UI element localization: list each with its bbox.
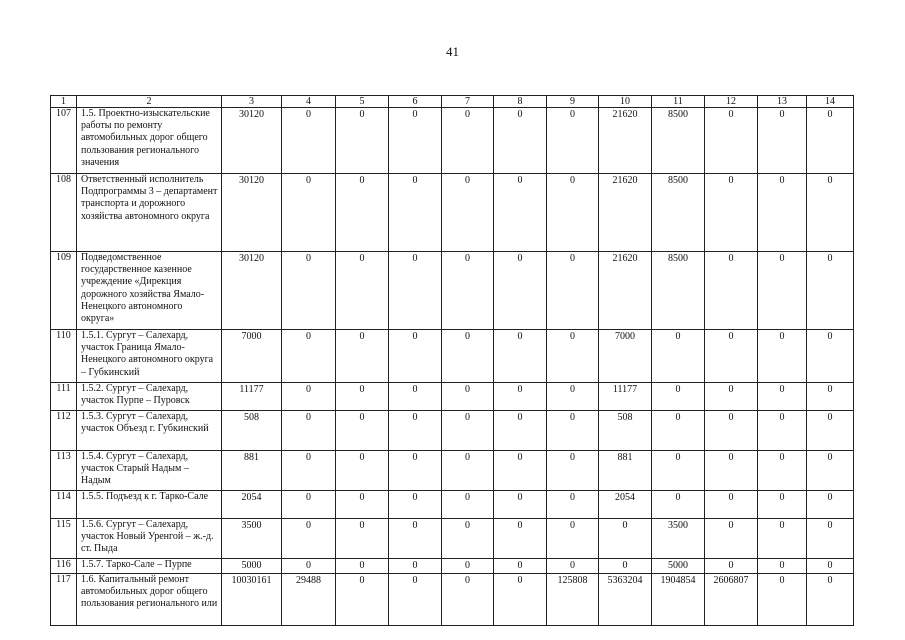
value-cell: 0 xyxy=(282,383,336,411)
value-cell: 0 xyxy=(547,330,599,383)
column-header: 5 xyxy=(336,96,389,108)
value-cell: 0 xyxy=(336,519,389,559)
value-cell: 0 xyxy=(494,383,547,411)
value-cell: 0 xyxy=(807,491,854,519)
value-cell: 0 xyxy=(652,491,705,519)
column-header: 11 xyxy=(652,96,705,108)
value-cell: 0 xyxy=(282,491,336,519)
value-cell: 21620 xyxy=(599,174,652,252)
value-cell: 0 xyxy=(807,330,854,383)
table-row xyxy=(51,411,854,451)
value-cell: 11177 xyxy=(222,383,282,411)
value-cell: 5000 xyxy=(652,559,705,574)
column-header: 6 xyxy=(389,96,442,108)
value-cell: 0 xyxy=(807,411,854,451)
row-description: 1.5.2. Сургут – Салехард, участок Пурпе – Пуровск xyxy=(77,383,222,411)
value-cell: 0 xyxy=(705,252,758,330)
value-cell: 0 xyxy=(807,451,854,491)
value-cell: 30120 xyxy=(222,108,282,174)
value-cell: 0 xyxy=(758,252,807,330)
table-row xyxy=(51,451,854,491)
row-number: 107 xyxy=(51,108,77,174)
value-cell: 0 xyxy=(758,574,807,626)
row-description: 1.5. Проектно-изыскательские работы по ремонту автомобильных дорог общего пользования регионального значения xyxy=(77,108,222,174)
column-header: 3 xyxy=(222,96,282,108)
value-cell: 5000 xyxy=(222,559,282,574)
row-description: 1.5.6. Сургут – Салехард, участок Новый Уренгой – ж.-д. ст. Пыда xyxy=(77,519,222,559)
value-cell: 30120 xyxy=(222,252,282,330)
value-cell: 0 xyxy=(494,174,547,252)
value-cell: 0 xyxy=(336,451,389,491)
row-number: 117 xyxy=(51,574,77,626)
column-header: 1 xyxy=(51,96,77,108)
value-cell: 0 xyxy=(442,559,494,574)
value-cell: 0 xyxy=(807,252,854,330)
value-cell: 8500 xyxy=(652,174,705,252)
value-cell: 30120 xyxy=(222,174,282,252)
value-cell: 5363204 xyxy=(599,574,652,626)
table-row xyxy=(51,174,854,252)
value-cell: 0 xyxy=(705,559,758,574)
value-cell: 0 xyxy=(807,174,854,252)
value-cell: 0 xyxy=(494,574,547,626)
value-cell: 0 xyxy=(442,383,494,411)
row-number: 113 xyxy=(51,451,77,491)
value-cell: 881 xyxy=(222,451,282,491)
row-number: 111 xyxy=(51,383,77,411)
value-cell: 7000 xyxy=(599,330,652,383)
value-cell: 0 xyxy=(336,559,389,574)
value-cell: 0 xyxy=(547,383,599,411)
value-cell: 0 xyxy=(442,519,494,559)
value-cell: 0 xyxy=(389,451,442,491)
column-header: 7 xyxy=(442,96,494,108)
column-header: 10 xyxy=(599,96,652,108)
value-cell: 0 xyxy=(494,451,547,491)
value-cell: 29488 xyxy=(282,574,336,626)
value-cell: 0 xyxy=(389,574,442,626)
value-cell: 0 xyxy=(547,491,599,519)
value-cell: 0 xyxy=(705,411,758,451)
column-header: 2 xyxy=(77,96,222,108)
row-description: Подведомственное государственное казенное учреждение «Дирекция дорожного хозяйства Ямало-Ненецкого автономного округа» xyxy=(77,252,222,330)
value-cell: 0 xyxy=(758,383,807,411)
row-description: 1.5.4. Сургут – Салехард, участок Старый Надым – Надым xyxy=(77,451,222,491)
value-cell: 0 xyxy=(705,330,758,383)
value-cell: 3500 xyxy=(222,519,282,559)
value-cell: 0 xyxy=(547,519,599,559)
page-number: 41 xyxy=(446,44,459,59)
value-cell: 0 xyxy=(547,174,599,252)
value-cell: 0 xyxy=(336,383,389,411)
value-cell: 0 xyxy=(807,574,854,626)
value-cell: 2606807 xyxy=(705,574,758,626)
value-cell: 0 xyxy=(547,559,599,574)
row-number: 108 xyxy=(51,174,77,252)
value-cell: 0 xyxy=(599,519,652,559)
value-cell: 0 xyxy=(282,252,336,330)
row-number: 112 xyxy=(51,411,77,451)
value-cell: 0 xyxy=(705,491,758,519)
value-cell: 0 xyxy=(442,330,494,383)
value-cell: 21620 xyxy=(599,108,652,174)
value-cell: 0 xyxy=(442,451,494,491)
value-cell: 0 xyxy=(389,108,442,174)
value-cell: 10030161 xyxy=(222,574,282,626)
table-row xyxy=(51,108,854,174)
column-header: 4 xyxy=(282,96,336,108)
value-cell: 0 xyxy=(336,491,389,519)
value-cell: 0 xyxy=(547,252,599,330)
value-cell: 0 xyxy=(336,574,389,626)
table-row xyxy=(51,330,854,383)
table-row xyxy=(51,574,854,626)
value-cell: 0 xyxy=(282,411,336,451)
budget-table xyxy=(50,95,854,626)
header-row xyxy=(51,96,854,108)
table-row xyxy=(51,491,854,519)
value-cell: 0 xyxy=(389,330,442,383)
row-description: 1.6. Капитальный ремонт автомобильных дорог общего пользования регионального или xyxy=(77,574,222,626)
value-cell: 0 xyxy=(705,519,758,559)
value-cell: 0 xyxy=(389,383,442,411)
value-cell: 0 xyxy=(807,559,854,574)
value-cell: 0 xyxy=(442,411,494,451)
value-cell: 881 xyxy=(599,451,652,491)
value-cell: 0 xyxy=(705,383,758,411)
value-cell: 0 xyxy=(442,108,494,174)
value-cell: 0 xyxy=(547,451,599,491)
value-cell: 0 xyxy=(652,411,705,451)
table-row xyxy=(51,383,854,411)
value-cell: 0 xyxy=(705,451,758,491)
row-description: 1.5.3. Сургут – Салехард, участок Объезд г. Губкинский xyxy=(77,411,222,451)
column-header: 13 xyxy=(758,96,807,108)
value-cell: 0 xyxy=(807,519,854,559)
value-cell: 0 xyxy=(442,252,494,330)
value-cell: 0 xyxy=(652,451,705,491)
column-header: 14 xyxy=(807,96,854,108)
value-cell: 0 xyxy=(547,411,599,451)
value-cell: 0 xyxy=(442,491,494,519)
value-cell: 0 xyxy=(807,383,854,411)
row-description: 1.5.1. Сургут – Салехард, участок Граница Ямало-Ненецкого автономного округа – Губкинский xyxy=(77,330,222,383)
value-cell: 0 xyxy=(442,574,494,626)
value-cell: 0 xyxy=(652,330,705,383)
value-cell: 0 xyxy=(758,519,807,559)
row-number: 109 xyxy=(51,252,77,330)
row-description: 1.5.5. Подъезд к г. Тарко-Сале xyxy=(77,491,222,519)
value-cell: 0 xyxy=(282,559,336,574)
table-row xyxy=(51,252,854,330)
row-number: 110 xyxy=(51,330,77,383)
row-number: 116 xyxy=(51,559,77,574)
value-cell: 508 xyxy=(599,411,652,451)
value-cell: 0 xyxy=(282,108,336,174)
value-cell: 0 xyxy=(705,174,758,252)
value-cell: 2054 xyxy=(599,491,652,519)
value-cell: 125808 xyxy=(547,574,599,626)
value-cell: 0 xyxy=(389,174,442,252)
row-description: 1.5.7. Тарко-Сале – Пурпе xyxy=(77,559,222,574)
value-cell: 0 xyxy=(494,252,547,330)
value-cell: 0 xyxy=(282,174,336,252)
value-cell: 0 xyxy=(389,559,442,574)
value-cell: 11177 xyxy=(599,383,652,411)
column-header: 8 xyxy=(494,96,547,108)
value-cell: 0 xyxy=(494,559,547,574)
value-cell: 0 xyxy=(442,174,494,252)
value-cell: 0 xyxy=(547,108,599,174)
value-cell: 0 xyxy=(336,330,389,383)
value-cell: 0 xyxy=(758,451,807,491)
value-cell: 0 xyxy=(705,108,758,174)
value-cell: 0 xyxy=(282,519,336,559)
value-cell: 8500 xyxy=(652,252,705,330)
value-cell: 0 xyxy=(336,411,389,451)
value-cell: 0 xyxy=(389,411,442,451)
column-header: 9 xyxy=(547,96,599,108)
value-cell: 0 xyxy=(494,519,547,559)
value-cell: 0 xyxy=(599,559,652,574)
value-cell: 0 xyxy=(494,330,547,383)
value-cell: 0 xyxy=(652,383,705,411)
value-cell: 0 xyxy=(389,491,442,519)
row-number: 114 xyxy=(51,491,77,519)
table-body xyxy=(51,96,854,626)
value-cell: 0 xyxy=(758,491,807,519)
table-row xyxy=(51,559,854,574)
column-header: 12 xyxy=(705,96,758,108)
value-cell: 0 xyxy=(758,174,807,252)
value-cell: 8500 xyxy=(652,108,705,174)
value-cell: 0 xyxy=(282,451,336,491)
value-cell: 3500 xyxy=(652,519,705,559)
row-description: Ответственный исполнитель Подпрограммы 3 – департамент транспорта и дорожного хозяйства автономного округа xyxy=(77,174,222,252)
value-cell: 0 xyxy=(494,491,547,519)
value-cell: 2054 xyxy=(222,491,282,519)
value-cell: 0 xyxy=(282,330,336,383)
value-cell: 0 xyxy=(389,519,442,559)
value-cell: 0 xyxy=(336,108,389,174)
value-cell: 508 xyxy=(222,411,282,451)
value-cell: 1904854 xyxy=(652,574,705,626)
value-cell: 7000 xyxy=(222,330,282,383)
value-cell: 0 xyxy=(494,411,547,451)
value-cell: 0 xyxy=(758,108,807,174)
value-cell: 0 xyxy=(494,108,547,174)
table-row xyxy=(51,519,854,559)
value-cell: 0 xyxy=(758,411,807,451)
row-number: 115 xyxy=(51,519,77,559)
value-cell: 0 xyxy=(389,252,442,330)
value-cell: 0 xyxy=(336,252,389,330)
value-cell: 21620 xyxy=(599,252,652,330)
value-cell: 0 xyxy=(336,174,389,252)
value-cell: 0 xyxy=(807,108,854,174)
value-cell: 0 xyxy=(758,559,807,574)
value-cell: 0 xyxy=(758,330,807,383)
